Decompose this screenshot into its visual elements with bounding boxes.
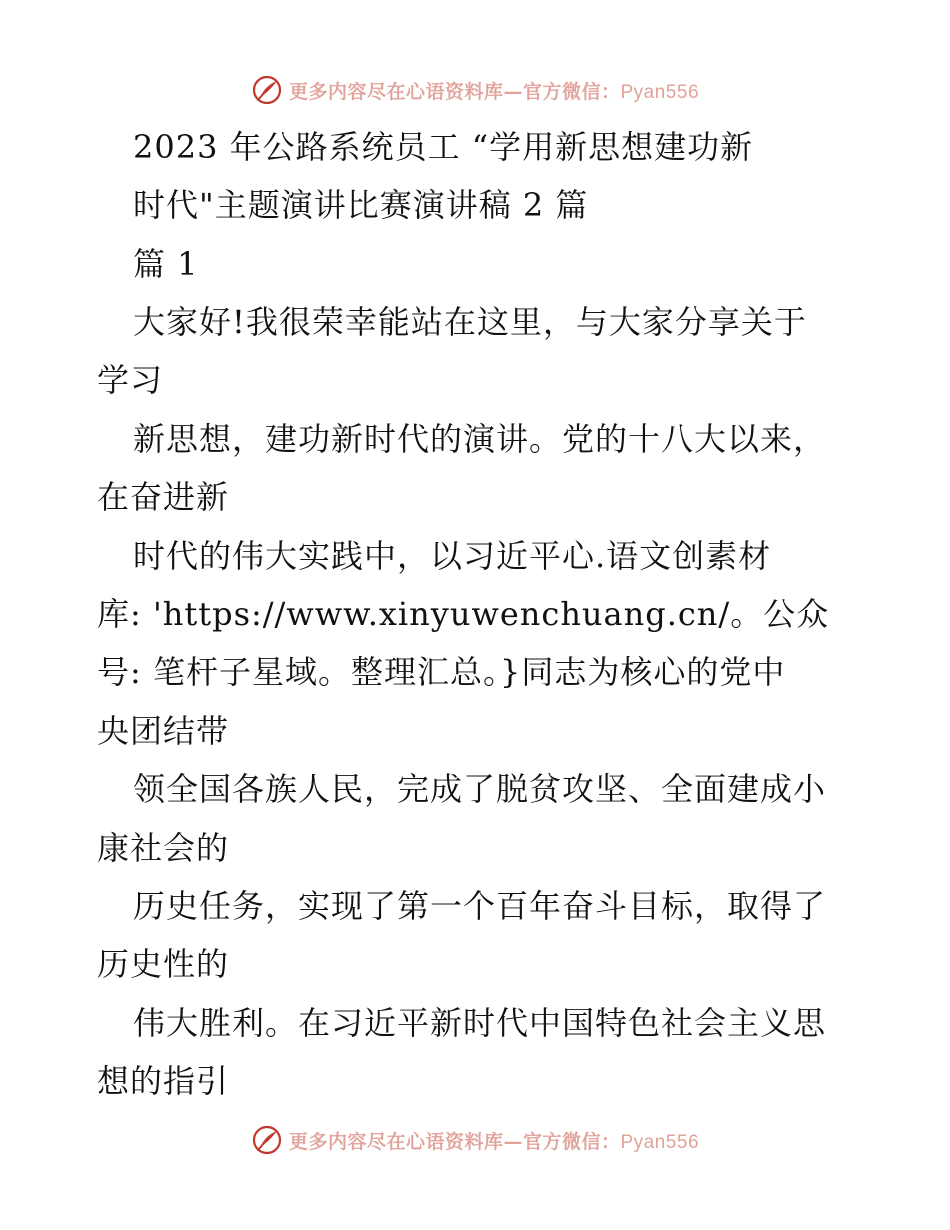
document-title-line-1: 2023 年公路系统员工 “学用新思想建功新 <box>133 128 754 166</box>
document-title-line-2: 时代"主题演讲比赛演讲稿 2 篇 <box>133 186 589 224</box>
paragraph-line: 想的指引 <box>97 1062 230 1100</box>
watermark-text: 更多内容尽在心语资料库—官方微信：Pyan556 <box>288 80 700 103</box>
paragraph-line: 号: 笔杆子星域。整理汇总。}同志为核心的党中 <box>97 653 786 691</box>
paragraph-line: 伟大胜利。在习近平新时代中国特色社会主义思 <box>133 1004 827 1042</box>
paragraph-line: 时代的伟大实践中，以习近平心.语文创素材 <box>133 537 772 575</box>
section-heading: 篇 1 <box>133 245 199 283</box>
paragraph-line: 历史任务，实现了第一个百年奋斗目标，取得了 <box>133 887 827 925</box>
paragraph-line: 学习 <box>97 361 164 399</box>
paragraph-line: 央团结带 <box>97 712 230 750</box>
paragraph-line: 历史性的 <box>97 945 230 983</box>
paragraph-line: 领全国各族人民，完成了脱贫攻坚、全面建成小 <box>133 770 827 808</box>
watermark-footer <box>0 1118 950 1162</box>
paragraph-line: 新思想，建功新时代的演讲。党的十八大以来， <box>133 420 827 458</box>
watermark-text: 更多内容尽在心语资料库—官方微信：Pyan556 <box>288 1130 700 1153</box>
paragraph-line-url: 库: 'https://www.xinyuwenchuang.cn/。公众 <box>97 595 830 633</box>
paragraph-line: 康社会的 <box>97 829 230 867</box>
watermark-header <box>0 68 950 112</box>
paragraph-line: 在奋进新 <box>97 478 230 516</box>
paragraph-line: 大家好!我很荣幸能站在这里，与大家分享关于 <box>133 303 807 341</box>
feather-quill-logo-icon <box>251 1124 283 1156</box>
feather-quill-logo-icon <box>251 74 283 106</box>
